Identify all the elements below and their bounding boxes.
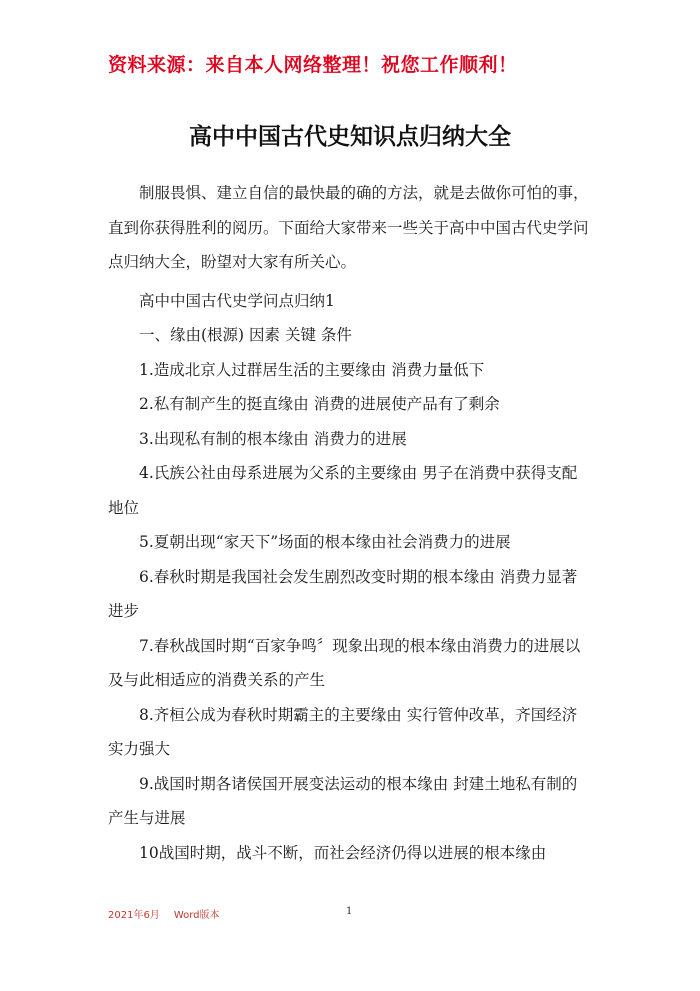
list-item: 10战国时期，战斗不断，而社会经济仍得以进展的根本缘由	[139, 843, 547, 862]
list-item: 5.夏朝出现“家天下”场面的根本缘由社会消费力的进展	[139, 533, 511, 551]
section-heading: 高中中国古代史学问点归纳1	[139, 291, 335, 310]
list-item: 1.造成北京人过群居生活的主要缘由 消费力量低下	[139, 360, 485, 379]
list-item: 8.齐桓公成为春秋时期霸主的主要缘由 实行管仲改革，齐国经济实力强大	[108, 705, 578, 758]
list-item: 9.战国时期各诸侯国开展变法运动的根本缘由 封建土地私有制的产生与进展	[108, 774, 578, 827]
page-footer	[108, 906, 592, 922]
subsection-heading: 一、缘由(根源) 因素 关键 条件	[139, 326, 352, 344]
list-item: 3.出现私有制的根本缘由 消费力的进展	[139, 429, 407, 448]
document-body	[108, 176, 592, 870]
list-item: 7.春秋战国时期“百家争鸣〞现象出现的根本缘由消费力的进展以及与此相适应的消费关系的产生	[108, 636, 581, 689]
source-banner: 资料来源：来自本人网络整理！祝您工作顺利！	[108, 54, 518, 76]
list-item: 2.私有制产生的挺直缘由 消费的进展使产品有了剩余	[139, 395, 500, 413]
document-title: 高中中国古代史知识点归纳大全	[189, 123, 511, 150]
page-number: 1	[346, 906, 353, 917]
footer-info	[108, 906, 220, 921]
footer-date: 2021年6月	[108, 910, 160, 921]
intro-paragraph: 制服畏惧、建立自信的最快最的确的方法，就是去做你可怕的事，直到你获得胜利的阅历。下面给大家带来一些关于高中中国古代史学问点归纳大全，盼望对大家有所关心。	[108, 184, 589, 271]
footer-version: Word版本	[173, 910, 220, 921]
list-item: 4.氏族公社由母系进展为父系的主要缘由 男子在消费中获得支配地位	[108, 464, 578, 517]
list-item: 6.春秋时期是我国社会发生剧烈改变时期的根本缘由 消费力显著进步	[108, 567, 578, 620]
